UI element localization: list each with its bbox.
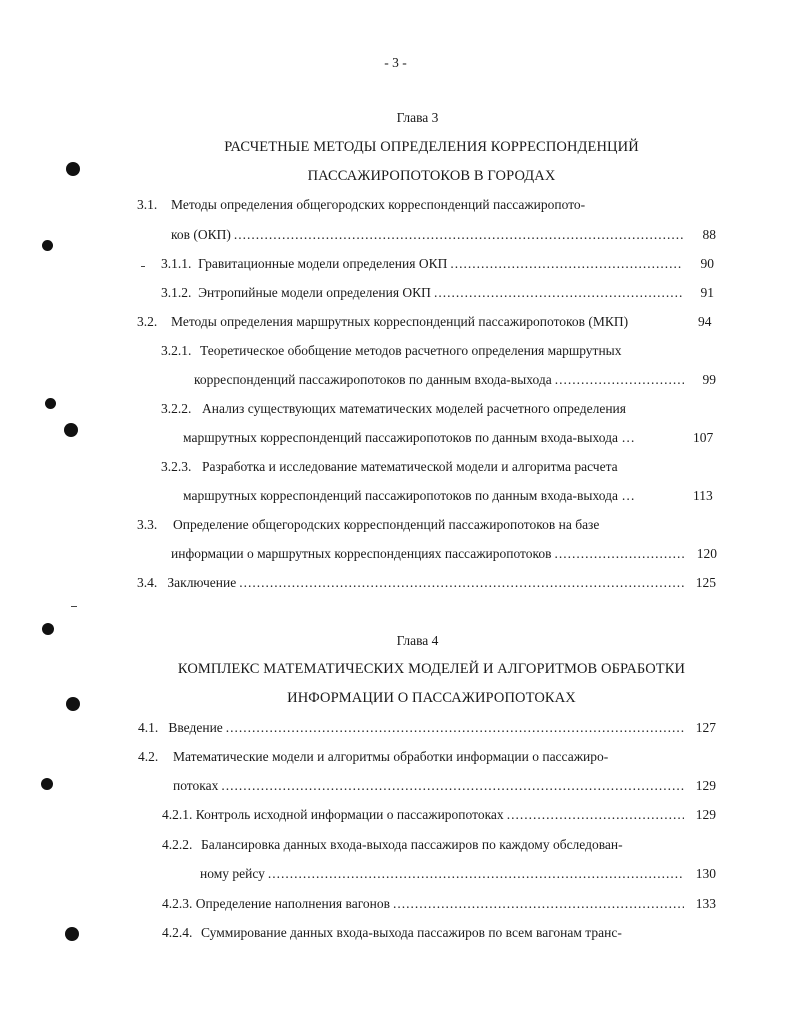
toc-entry-title: Определение общегородских корреспонденций пассажиропотоков на базе [173,517,600,532]
toc-entry-number: 4.2.4. [162,925,193,940]
toc-entry-number: 3.3. [137,517,158,532]
toc-entry-title: Энтропийные модели определения ОКП [198,285,431,300]
toc-page-number: 125 [695,575,716,590]
scan-speck [141,266,145,267]
toc-entry-continuation [200,866,716,882]
toc-entry [137,575,716,591]
toc-entry-title: Методы определения маршрутных корреспонденций пассажиропотоков (МКП) [171,314,629,329]
toc-page-number: 129 [695,807,716,822]
leader-dots [239,575,684,591]
leader-dots [268,866,684,882]
toc-entry-title-cont: ному рейсу [200,866,265,881]
leader-dots [434,285,682,301]
toc-page-number: 107 [693,430,714,445]
toc-entry [162,807,716,823]
chapter-4-title-line1: КОМПЛЕКС МАТЕМАТИЧЕСКИХ МОДЕЛЕЙ И АЛГОРИТМОВ ОБРАБОТКИ [177,661,686,677]
toc-entry-number: 4.1. [138,720,159,735]
toc-entry-title: Методы определения общегородских корреспонденций пассажиропото- [171,197,586,212]
leader-dots [221,778,684,794]
toc-entry-title: Анализ существующих математических моделей расчетного определения [202,401,626,416]
toc-entry-title: Введение [168,720,223,735]
toc-entry-number: 3.1.1. [161,256,192,271]
binder-hole [64,423,78,437]
toc-entry-continuation [173,778,716,794]
toc-entry-number: 3.1.2. [161,285,192,300]
toc-entry-continuation [171,227,716,243]
toc-entry-title: Гравитационные модели определения ОКП [198,256,448,271]
toc-page-number: 127 [695,720,716,735]
toc-entry-title: Разработка и исследование математической модели и алгоритма расчета [202,459,618,474]
toc-entry-title-cont-text: маршрутных корреспонденций пассажиропотоков по данным входа-выхода [183,488,618,503]
toc-entry-number: 4.2.3. [162,896,193,911]
leader-dots: … [617,430,635,445]
toc-page-number: 120 [696,546,717,561]
toc-entry-number: 3.4. [137,575,158,590]
toc-entry-number: 3.2. [137,314,158,329]
binder-hole [42,240,53,251]
toc-entry-title: Теоретическое обобщение методов расчетного определения маршрутных [200,343,622,358]
toc-page-number: 133 [695,896,716,911]
chapter-3-title-line1: РАСЧЕТНЫЕ МЕТОДЫ ОПРЕДЕЛЕНИЯ КОРРЕСПОНДЕНЦИЙ [224,139,639,155]
toc-entry-number: 3.1. [137,197,158,212]
toc-page-number: 94 [698,314,712,329]
leader-dots [555,546,685,562]
toc-entry-continuation [171,546,717,562]
toc-entry-continuation [194,372,716,388]
chapter-4-label: Глава 4 [396,633,439,648]
leader-dots [393,896,684,912]
toc-entry-number: 3.2.2. [161,401,192,416]
toc-page-number: 91 [700,285,714,300]
chapter-3-title-line2: ПАССАЖИРОПОТОКОВ В ГОРОДАХ [307,168,556,184]
leader-dots [226,720,684,736]
toc-entry-title-cont: корреспонденций пассажиропотоков по данным входа-выхода [194,372,552,387]
toc-entry-title: Заключение [167,575,237,590]
toc-entry-title-cont: потоках [173,778,219,793]
scan-speck [71,606,77,607]
toc-entry-number: 3.2.1. [161,343,192,358]
toc-entry [161,285,714,301]
chapter-4-title-line2: ИНФОРМАЦИИ О ПАССАЖИРОПОТОКАХ [287,690,576,706]
toc-page-number: 113 [693,488,713,503]
page-number: - 3 - [384,55,407,70]
toc-entry-title-cont [183,430,635,446]
binder-hole [65,927,79,941]
toc-entry [162,896,716,912]
toc-page-number: 88 [702,227,716,242]
toc-page-number: 129 [695,778,716,793]
toc-entry-title: Определение наполнения вагонов [195,896,391,911]
leader-dots [234,227,684,243]
leader-dots [507,807,684,823]
toc-page-number: 90 [700,256,714,271]
leader-dots [450,256,682,272]
toc-entry-number: 4.2.1. [162,807,193,822]
binder-hole [41,778,53,790]
toc-entry-number: 3.2.3. [161,459,192,474]
leader-dots [555,372,684,388]
toc-entry-title: Контроль исходной информации о пассажиропотоках [195,807,504,822]
toc-entry-title-cont: информации о маршрутных корреспонденциях пассажиропотоков [171,546,552,561]
leader-dots: … [617,488,635,503]
toc-entry [138,720,716,736]
toc-page-number: 99 [702,372,716,387]
toc-entry-title: Математические модели и алгоритмы обработки информации о пассажиро- [173,749,609,764]
toc-entry-title-cont-text: маршрутных корреспонденций пассажиропотоков по данным входа-выхода [183,430,618,445]
toc-entry [161,256,714,272]
toc-entry-number: 4.2.2. [162,837,193,852]
toc-entry-title-cont [183,488,635,504]
binder-hole [45,398,56,409]
toc-page-number: 130 [695,866,716,881]
chapter-3-label: Глава 3 [396,110,439,125]
toc-entry-title: Суммирование данных входа-выхода пассажиров по всем вагонам транс- [201,925,622,940]
toc-entry-title-cont: ков (ОКП) [171,227,231,242]
toc-entry-number: 4.2. [138,749,159,764]
toc-entry-title: Балансировка данных входа-выхода пассажиров по каждому обследован- [201,837,623,852]
